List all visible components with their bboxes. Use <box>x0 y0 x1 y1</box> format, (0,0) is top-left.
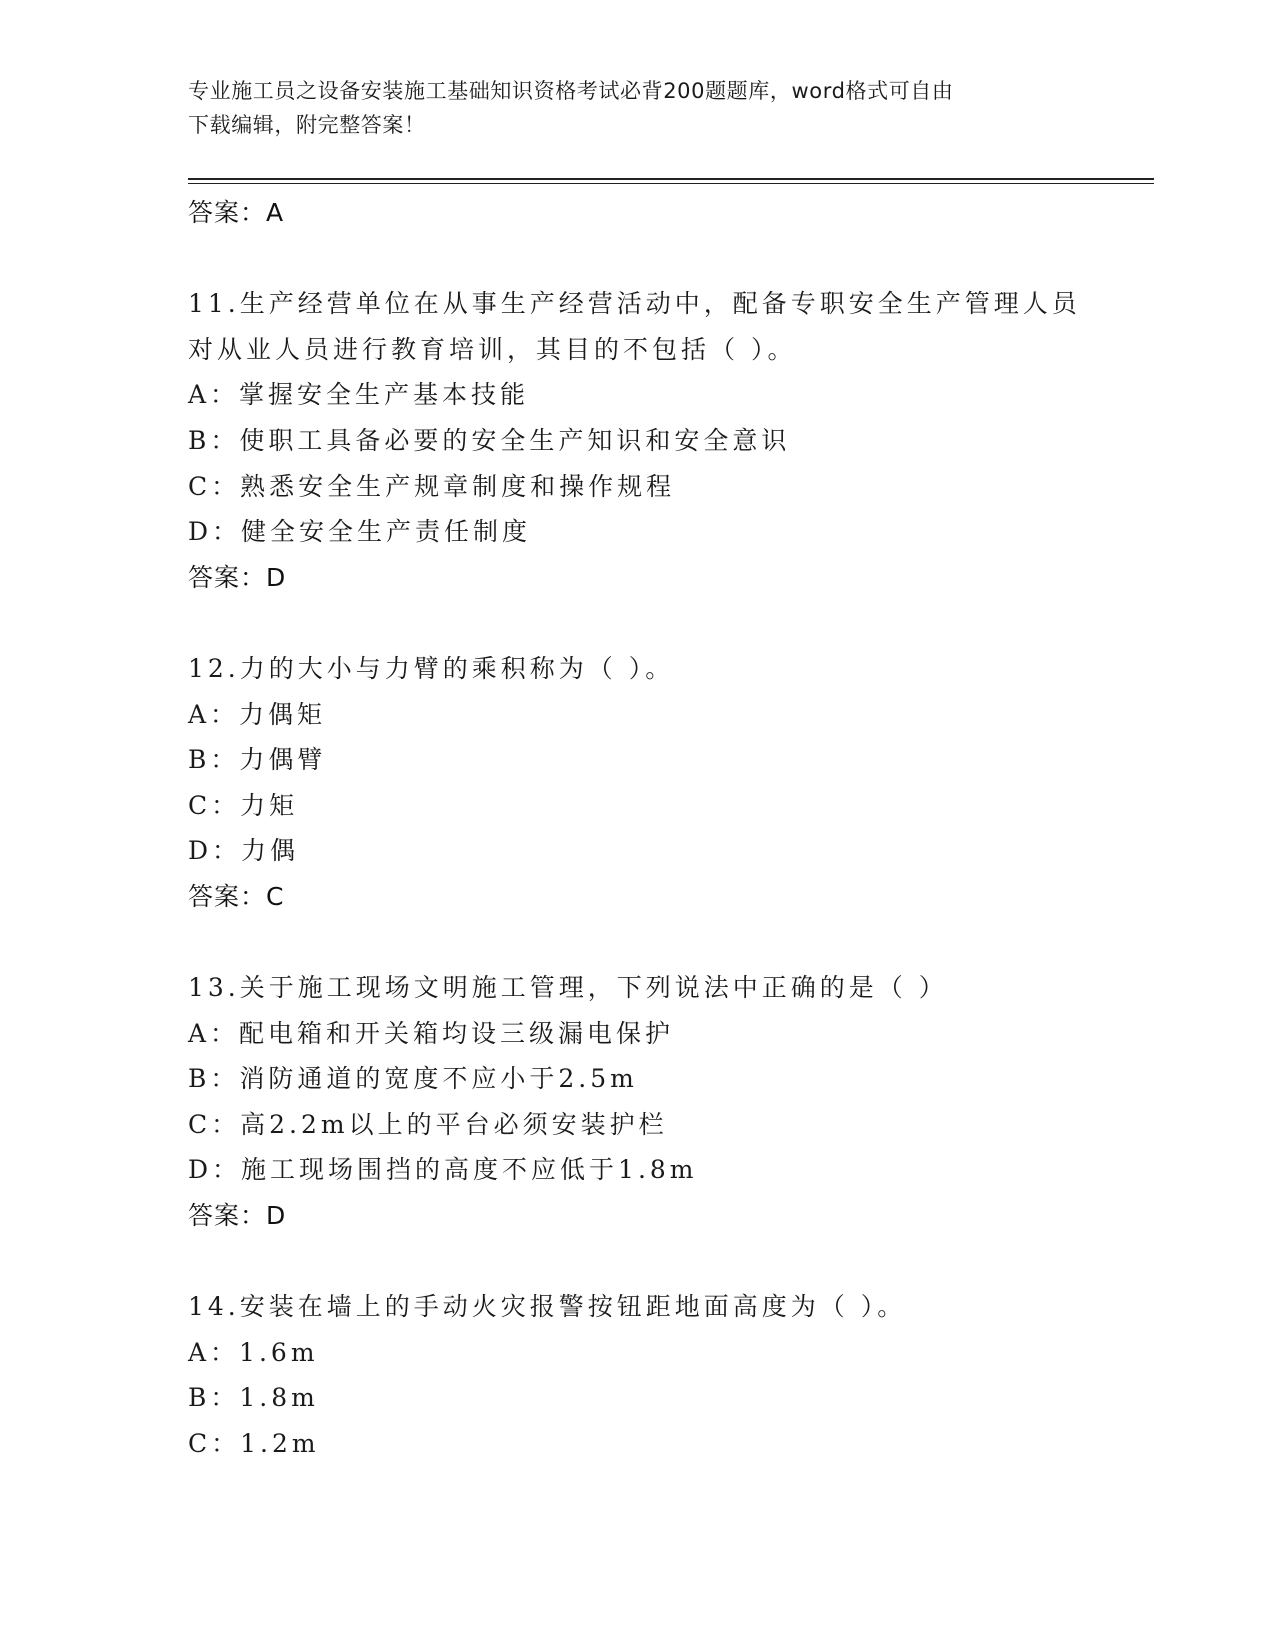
answer-line: 答案：D <box>188 1201 287 1231</box>
answer-line: 答案：D <box>188 562 287 592</box>
option-c: C：熟悉安全生产规章制度和操作规程 <box>188 471 676 501</box>
header-divider-thin <box>188 183 1154 184</box>
header-line-1: 专业施工员之设备安装施工基础知识资格考试必背200题题库，word格式可自由 <box>188 79 954 103</box>
option-c: C：1.2m <box>188 1429 320 1459</box>
option-d: D：施工现场围挡的高度不应低于1.8m <box>188 1155 698 1185</box>
option-d: D：健全安全生产责任制度 <box>188 517 532 547</box>
option-b: B：力偶臂 <box>188 745 327 775</box>
question-list <box>188 190 1128 1467</box>
answer-line: 答案：C <box>188 881 285 911</box>
spacer <box>188 1239 1128 1285</box>
question-stem: 对从业人员进行教育培训，其目的不包括（ ）。 <box>188 334 797 364</box>
question-11 <box>188 281 1128 600</box>
option-c: C：高2.2m以上的平台必须安装护栏 <box>188 1109 668 1139</box>
option-a: A：配电箱和开关箱均设三级漏电保护 <box>188 1018 675 1048</box>
option-b: B：使职工具备必要的安全生产知识和安全意识 <box>188 425 791 455</box>
spacer <box>188 920 1128 966</box>
option-b: B：1.8m <box>188 1383 319 1413</box>
question-13 <box>188 965 1128 1239</box>
question-stem: 11.生产经营单位在从事生产经营活动中，配备专职安全生产管理人员 <box>188 289 1081 319</box>
question-12 <box>188 646 1128 920</box>
option-c: C：力矩 <box>188 790 299 820</box>
option-a: A：力偶矩 <box>188 699 327 729</box>
header-line-2: 下载编辑，附完整答案！ <box>188 113 426 137</box>
spacer <box>188 600 1128 646</box>
document-header <box>188 74 1088 142</box>
question-stem: 14.安装在墙上的手动火灾报警按钮距地面高度为（ ）。 <box>188 1292 907 1322</box>
option-a: A：1.6m <box>188 1337 319 1367</box>
question-stem: 12.力的大小与力臂的乘积称为（ ）。 <box>188 653 675 683</box>
header-divider-thick <box>188 178 1154 180</box>
spacer <box>188 236 1128 282</box>
question-stem: 13.关于施工现场文明施工管理，下列说法中正确的是（ ） <box>188 973 948 1003</box>
option-a: A：掌握安全生产基本技能 <box>188 380 530 410</box>
option-b: B：消防通道的宽度不应小于2.5m <box>188 1064 638 1094</box>
option-d: D：力偶 <box>188 836 300 866</box>
answer-line-q10: 答案：A <box>188 198 285 227</box>
question-14 <box>188 1284 1128 1466</box>
